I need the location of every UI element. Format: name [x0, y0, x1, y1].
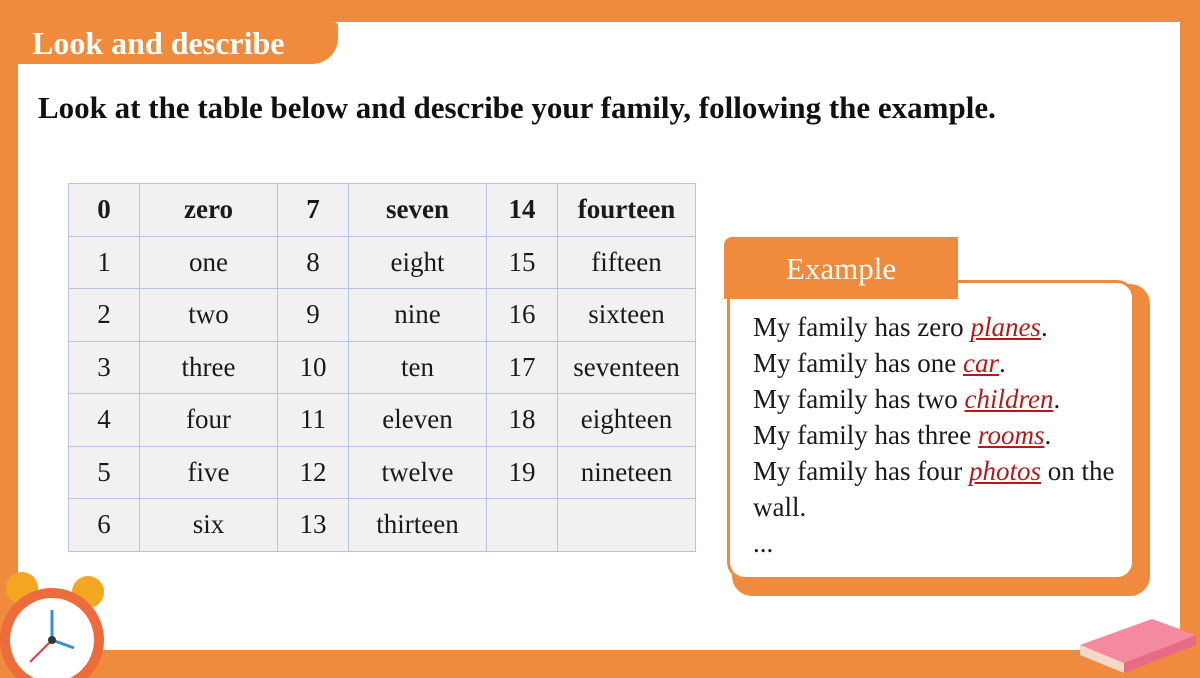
- table-cell: sixteen: [558, 289, 696, 342]
- table-cell: 18: [487, 394, 558, 447]
- example-line-end: .: [1053, 384, 1061, 414]
- example-line-text: My family has three: [753, 420, 978, 450]
- table-cell: 3: [69, 341, 140, 394]
- table-row: [69, 394, 696, 447]
- example-line-text: My family has two: [753, 384, 965, 414]
- table-cell: eight: [349, 236, 487, 289]
- example-answer: car: [962, 348, 999, 378]
- table-cell: two: [140, 289, 278, 342]
- instruction-text: Look at the table below and describe your family, following the example.: [38, 90, 996, 125]
- table-cell: 2: [69, 289, 140, 342]
- section-tag-label: Look and describe: [32, 25, 285, 61]
- example-text: [753, 309, 1133, 561]
- table-cell: five: [140, 446, 278, 499]
- table-cell: three: [140, 341, 278, 394]
- example-answer: children: [964, 384, 1054, 414]
- table-cell: 11: [278, 394, 349, 447]
- example-line: [753, 417, 1133, 453]
- table-cell: four: [140, 394, 278, 447]
- example-line-text: My family has four: [753, 456, 969, 486]
- table-cell: 19: [487, 446, 558, 499]
- table-cell: 15: [487, 236, 558, 289]
- example-line-text: My family has zero: [753, 312, 971, 342]
- table-header-cell: 7: [278, 184, 349, 237]
- table-row: [69, 341, 696, 394]
- table-cell: 17: [487, 341, 558, 394]
- table-cell: eighteen: [558, 394, 696, 447]
- example-answer: photos: [968, 456, 1041, 486]
- example-line-end: .: [1044, 420, 1052, 450]
- example-title: Example: [785, 251, 897, 286]
- table-row: [69, 446, 696, 499]
- example-line: [753, 309, 1133, 345]
- example-line-end: .: [1040, 312, 1048, 342]
- section-tag: [18, 22, 338, 64]
- book-icon: [1072, 605, 1200, 675]
- table-cell: 5: [69, 446, 140, 499]
- example-answer: rooms: [977, 420, 1045, 450]
- table-row: [69, 499, 696, 552]
- table-cell: eleven: [349, 394, 487, 447]
- table-cell: 9: [278, 289, 349, 342]
- table-cell: one: [140, 236, 278, 289]
- table-cell: nineteen: [558, 446, 696, 499]
- table-cell: [558, 499, 696, 552]
- table-cell: 12: [278, 446, 349, 499]
- table-cell: six: [140, 499, 278, 552]
- example-line-end: on the wall.: [753, 456, 1115, 522]
- table-header-cell: 0: [69, 184, 140, 237]
- table-cell: seventeen: [558, 341, 696, 394]
- example-line: [753, 345, 1133, 381]
- table-cell: ten: [349, 341, 487, 394]
- numbers-table: [68, 183, 696, 552]
- table-header-cell: fourteen: [558, 184, 696, 237]
- table-cell: thirteen: [349, 499, 487, 552]
- table-cell: 8: [278, 236, 349, 289]
- table-cell: 6: [69, 499, 140, 552]
- table-header-cell: seven: [349, 184, 487, 237]
- table-header-cell: zero: [140, 184, 278, 237]
- table-cell: fifteen: [558, 236, 696, 289]
- example-line: [753, 381, 1133, 417]
- alarm-clock-icon: [0, 568, 120, 678]
- table-cell: 16: [487, 289, 558, 342]
- table-cell: twelve: [349, 446, 487, 499]
- example-line-text: My family has one: [753, 348, 963, 378]
- example-line-end: .: [998, 348, 1006, 378]
- table-cell: 4: [69, 394, 140, 447]
- table-header-cell: 14: [487, 184, 558, 237]
- table-cell: nine: [349, 289, 487, 342]
- table-cell: 13: [278, 499, 349, 552]
- example-tab: [724, 237, 958, 299]
- table-cell: [487, 499, 558, 552]
- table-cell: 10: [278, 341, 349, 394]
- example-answer: planes: [970, 312, 1041, 342]
- example-line: [753, 453, 1133, 525]
- table-header-row: [69, 184, 696, 237]
- table-cell: 1: [69, 236, 140, 289]
- table-row: [69, 236, 696, 289]
- table-row: [69, 289, 696, 342]
- example-ellipsis: ...: [753, 528, 774, 558]
